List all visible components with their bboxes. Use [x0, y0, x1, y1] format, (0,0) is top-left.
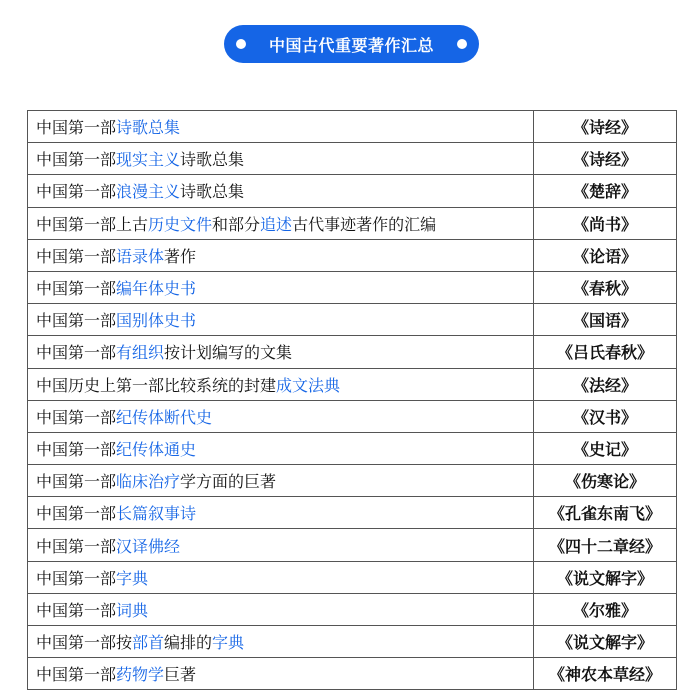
row-description — [28, 658, 534, 690]
book-title: 《孔雀东南飞》 — [534, 497, 677, 529]
book-title: 《汉书》 — [534, 400, 677, 432]
highlight-text: 词典 — [116, 600, 149, 620]
description-text: 中国第一部按 — [36, 633, 133, 653]
table-row — [28, 175, 677, 207]
book-title: 《楚辞》 — [534, 175, 677, 207]
bullet-dot-icon — [236, 39, 246, 49]
book-title: 《尔雅》 — [534, 593, 677, 625]
row-description — [28, 271, 534, 303]
book-title: 《春秋》 — [534, 271, 677, 303]
row-description — [28, 368, 534, 400]
bullet-dot-icon — [457, 39, 467, 49]
description-text: 古代事迹著作的汇编 — [292, 214, 437, 234]
table-row — [28, 626, 677, 658]
table-row — [28, 239, 677, 271]
description-text: 著作 — [164, 246, 197, 266]
table-row — [28, 368, 677, 400]
description-text: 中国第一部 — [36, 665, 117, 685]
description-text: 编排的 — [164, 633, 213, 653]
description-text: 中国第一部 — [36, 568, 117, 588]
highlight-text: 编年体史书 — [116, 279, 197, 299]
book-title: 《法经》 — [534, 368, 677, 400]
description-text: 中国第一部 — [36, 343, 117, 363]
row-description — [28, 626, 534, 658]
table-row — [28, 143, 677, 175]
highlight-text: 字典 — [116, 568, 149, 588]
book-title: 《尚书》 — [534, 207, 677, 239]
table-row — [28, 593, 677, 625]
book-title: 《诗经》 — [534, 111, 677, 143]
highlight-text: 有组织 — [116, 343, 165, 363]
highlight-text: 部首 — [132, 633, 165, 653]
highlight-text: 现实主义 — [116, 150, 181, 170]
table-row — [28, 561, 677, 593]
description-text: 中国第一部 — [36, 536, 117, 556]
highlight-text: 追述 — [260, 214, 293, 234]
highlight-text: 临床治疗 — [116, 472, 181, 492]
highlight-text: 字典 — [212, 633, 245, 653]
highlight-text: 汉译佛经 — [116, 536, 181, 556]
row-description — [28, 304, 534, 336]
description-text: 中国第一部 — [36, 407, 117, 427]
highlight-text: 成文法典 — [276, 375, 341, 395]
description-text: 诗歌总集 — [180, 150, 245, 170]
table-row — [28, 207, 677, 239]
description-text: 中国第一部 — [36, 279, 117, 299]
highlight-text: 纪传体断代史 — [116, 407, 213, 427]
row-description — [28, 111, 534, 143]
table-row — [28, 400, 677, 432]
description-text: 中国第一部 — [36, 246, 117, 266]
highlight-text: 语录体 — [116, 246, 165, 266]
table-row — [28, 465, 677, 497]
table-row — [28, 497, 677, 529]
highlight-text: 浪漫主义 — [116, 182, 181, 202]
row-description — [28, 561, 534, 593]
description-text: 中国第一部 — [36, 118, 117, 138]
highlight-text: 诗歌总集 — [116, 118, 181, 138]
book-title: 《说文解字》 — [534, 626, 677, 658]
description-text: 中国第一部 — [36, 600, 117, 620]
highlight-text: 药物学 — [116, 665, 165, 685]
table-row — [28, 529, 677, 561]
row-description — [28, 465, 534, 497]
description-text: 中国第一部 — [36, 472, 117, 492]
highlight-text: 历史文件 — [148, 214, 213, 234]
page-title: 中国古代重要著作汇总 — [268, 35, 434, 55]
row-description — [28, 239, 534, 271]
row-description — [28, 529, 534, 561]
book-title: 《史记》 — [534, 432, 677, 464]
book-title: 《说文解字》 — [534, 561, 677, 593]
table-row — [28, 658, 677, 690]
row-description — [28, 207, 534, 239]
book-title: 《诗经》 — [534, 143, 677, 175]
table-row — [28, 304, 677, 336]
row-description — [28, 336, 534, 368]
description-text: 和部分 — [212, 214, 261, 234]
highlight-text: 长篇叙事诗 — [116, 504, 197, 524]
title-banner — [224, 25, 479, 63]
description-text: 诗歌总集 — [180, 182, 245, 202]
book-title: 《伤寒论》 — [534, 465, 677, 497]
book-title: 《国语》 — [534, 304, 677, 336]
highlight-text: 国别体史书 — [116, 311, 197, 331]
book-title: 《神农本草经》 — [534, 658, 677, 690]
description-text: 中国第一部 — [36, 182, 117, 202]
description-text: 中国第一部 — [36, 504, 117, 524]
description-text: 中国第一部 — [36, 311, 117, 331]
description-text: 中国第一部 — [36, 150, 117, 170]
description-text: 按计划编写的文集 — [164, 343, 293, 363]
table-row — [28, 271, 677, 303]
description-text: 巨著 — [164, 665, 197, 685]
row-description — [28, 143, 534, 175]
table-row — [28, 336, 677, 368]
description-text: 中国历史上第一部比较系统的封建 — [36, 375, 277, 395]
book-title: 《吕氏春秋》 — [534, 336, 677, 368]
row-description — [28, 432, 534, 464]
description-text: 学方面的巨著 — [180, 472, 277, 492]
description-text: 中国第一部 — [36, 439, 117, 459]
book-title: 《论语》 — [534, 239, 677, 271]
row-description — [28, 400, 534, 432]
highlight-text: 纪传体通史 — [116, 439, 197, 459]
table-row — [28, 111, 677, 143]
row-description — [28, 497, 534, 529]
row-description — [28, 593, 534, 625]
description-text: 中国第一部上古 — [36, 214, 149, 234]
works-table — [27, 110, 677, 690]
works-table-body — [28, 111, 677, 690]
book-title: 《四十二章经》 — [534, 529, 677, 561]
table-row — [28, 432, 677, 464]
row-description — [28, 175, 534, 207]
